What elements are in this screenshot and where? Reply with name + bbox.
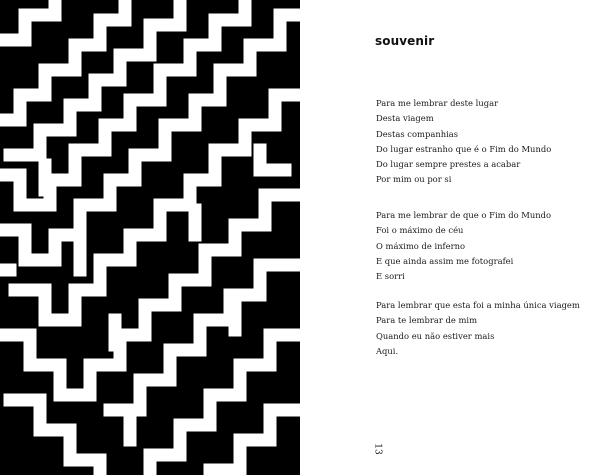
poem-line: E sorri bbox=[376, 271, 405, 282]
poem-page bbox=[300, 0, 600, 475]
poem-line: Para me lembrar deste lugar bbox=[376, 98, 499, 108]
poem-line: Para te lembrar de mim bbox=[376, 315, 478, 326]
poem-line: Quando eu não estiver mais bbox=[376, 330, 495, 341]
poem-line: Do lugar sempre prestes a acabar bbox=[376, 159, 521, 170]
poem-line: O máximo de inferno bbox=[376, 240, 466, 251]
poem-line: Foi o máximo de céu bbox=[376, 225, 464, 236]
stanza-2 bbox=[376, 208, 551, 284]
poem-line: Desta viagem bbox=[376, 113, 434, 124]
poem-line: Para me lembrar de que o Fim do Mundo bbox=[376, 210, 552, 220]
poem-line: Para lembrar que esta foi a minha única viagem bbox=[376, 300, 580, 310]
stanza-3 bbox=[376, 298, 580, 359]
page-number: 13 bbox=[372, 443, 383, 455]
stanza-1 bbox=[376, 96, 551, 188]
poem-line: Aqui. bbox=[376, 345, 399, 356]
poem-line: Por mim ou por si bbox=[376, 174, 452, 185]
poem-line: Destas companhias bbox=[376, 128, 459, 139]
poem-title: souvenir bbox=[375, 34, 435, 48]
poem-line: E que ainda assim me fotografei bbox=[376, 255, 514, 266]
poem-line: Do lugar estranho que é o Fim do Mundo bbox=[376, 143, 552, 154]
